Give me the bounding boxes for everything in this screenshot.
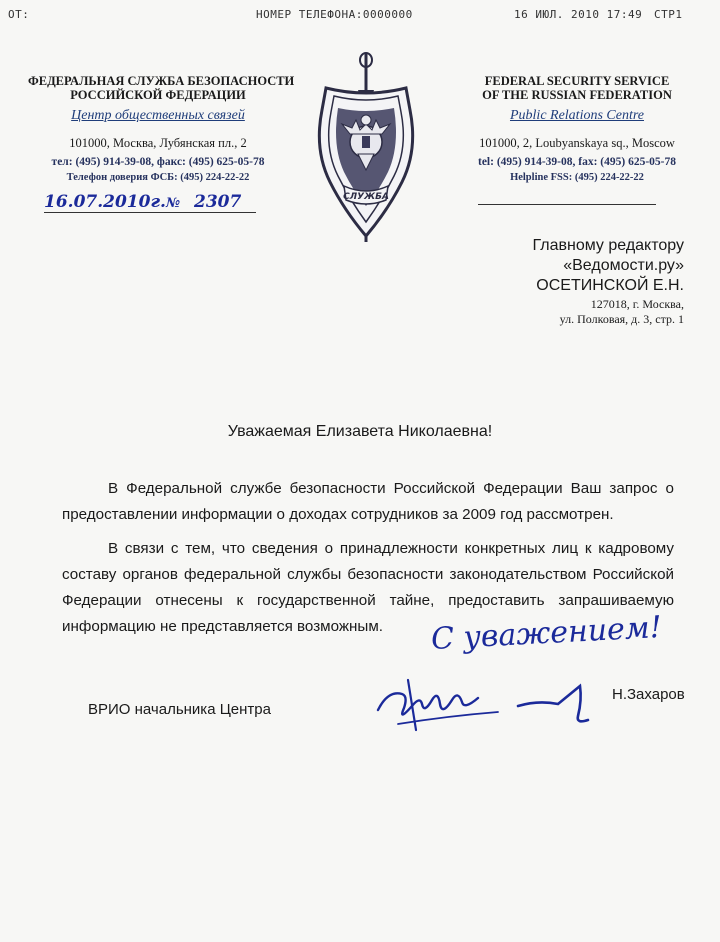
reference-underline [44,212,256,213]
fax-header [0,8,720,22]
recipient-block [424,236,684,327]
letterhead-en-hotline: Helpline FSS: (495) 224-22-22 [510,172,644,183]
signatory-name: Н.Захаров [612,686,685,703]
emblem-ribbon-text: СЛУЖБА [343,192,389,202]
fax-datetime: 16 ИЮЛ. 2010 17:49 [514,8,643,21]
fsb-shield-emblem-icon [306,50,426,246]
reference-line [44,192,241,212]
letterhead-en-line1: FEDERAL SECURITY SERVICE [484,74,670,88]
body-paragraph-2: В связи с тем, что сведения о принадлежности конкретных лиц к кадровому составу органов федеральной службы безопасности законодательством Российской Федерации отнесены к государственной тайне, предоставить запрашиваемую информацию не представляется возможным. [62,540,674,635]
fax-page: СТР1 [654,8,683,21]
signatory-position: ВРИО начальника Центра [88,701,271,718]
fax-from: ОТ: [8,8,30,21]
recipient-address-line2: ул. Полковая, д. 3, стр. 1 [559,312,684,326]
reference-number-prefix: № [165,196,181,211]
letterhead-ru-address: 101000, Москва, Лубянская пл., 2 [69,136,247,150]
recipient-address-line1: 127018, г. Москва, [590,297,684,311]
letterhead-en [462,74,692,183]
body-paragraph-1: В Федеральной службе безопасности Российской Федерации Ваш запрос о предоставлении информации о доходах сотрудников за 2009 год рассмотрен. [62,480,674,523]
reference-date: 16.07.2010г. [44,192,166,212]
letterhead-ru-line1: ФЕДЕРАЛЬНАЯ СЛУЖБА БЕЗОПАСНОСТИ [28,74,295,88]
signature-icon [368,660,618,740]
letterhead-en-department: Public Relations Centre [509,108,644,123]
reference-en-underline [478,204,656,205]
recipient-publication: «Ведомости.ру» [563,257,684,274]
salutation: Уважаемая Елизавета Николаевна! [227,423,493,440]
letterhead-ru [28,74,295,183]
letterhead-en-line2: OF THE RUSSIAN FEDERATION [482,88,672,102]
letterhead-ru-line2: РОССИЙСКОЙ ФЕДЕРАЦИИ [70,88,246,102]
letterhead-en-address: 101000, 2, Loubyanskaya sq., Moscow [479,136,675,150]
letterhead-en-phones: tel: (495) 914-39-08, fax: (495) 625-05-78 [477,156,676,168]
letterhead-ru-department: Центр общественных связей [71,108,245,123]
recipient-name: ОСЕТИНСКОЙ Е.Н. [536,277,684,294]
letterhead-ru-phones: тел: (495) 914-39-08, факс: (495) 625-05-78 [51,156,265,168]
fax-phone: НОМЕР ТЕЛЕФОНА:0000000 [256,8,413,21]
recipient-title: Главному редактору [532,237,684,254]
reference-number: 2307 [194,192,242,212]
letterhead-ru-hotline: Телефон доверия ФСБ: (495) 224-22-22 [66,172,250,183]
handwritten-closing: С уважением! [430,609,663,657]
